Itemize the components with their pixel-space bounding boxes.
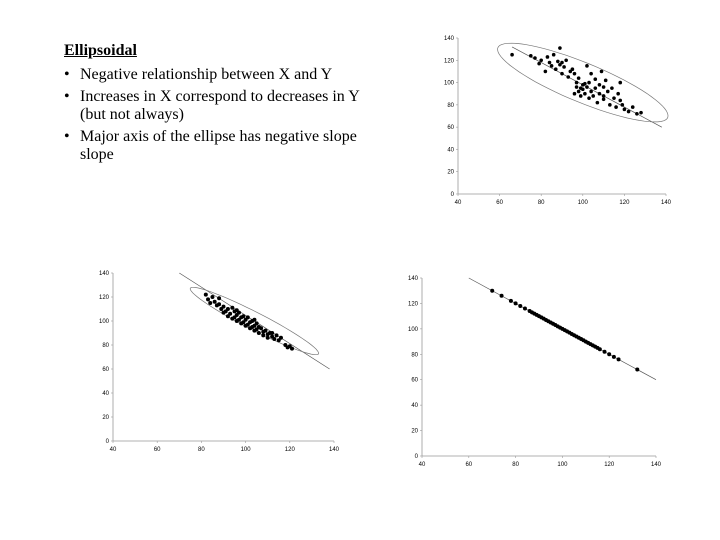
data-point	[546, 55, 550, 59]
data-point	[602, 85, 606, 89]
data-point	[226, 307, 230, 311]
scatter-plot-top-right	[425, 28, 675, 213]
data-point	[213, 300, 217, 304]
data-point	[579, 94, 583, 98]
data-point	[539, 58, 543, 62]
data-point	[598, 83, 602, 87]
y-tick-label: 100	[98, 319, 109, 325]
y-tick-label: 140	[407, 276, 418, 282]
data-point	[589, 90, 593, 94]
data-point	[290, 347, 294, 351]
data-point	[566, 75, 570, 79]
data-point	[510, 53, 514, 57]
data-point	[616, 92, 620, 96]
data-point	[610, 86, 614, 90]
data-point	[550, 64, 554, 68]
x-tick-label: 120	[604, 462, 615, 468]
y-tick-label: 80	[411, 352, 418, 359]
data-point	[591, 94, 595, 98]
data-point	[246, 315, 250, 319]
data-point	[558, 46, 562, 50]
data-point	[514, 301, 518, 305]
x-tick-label: 140	[660, 200, 672, 206]
scatter-plot-bottom-left	[86, 265, 346, 460]
data-point	[228, 312, 232, 316]
bullet-text-continuation: slope	[80, 146, 114, 163]
data-point	[272, 337, 276, 341]
data-point	[635, 368, 639, 372]
data-point	[204, 293, 208, 297]
bullet-item	[64, 66, 404, 84]
bullet-dot-icon: •	[64, 66, 70, 83]
data-point	[602, 97, 606, 101]
y-tick-label: 100	[443, 80, 454, 87]
x-tick-label: 140	[328, 447, 340, 453]
data-point	[263, 329, 267, 333]
data-point	[575, 85, 579, 89]
data-point	[589, 72, 593, 76]
x-tick-label: 40	[109, 447, 117, 453]
x-tick-label: 40	[418, 462, 426, 468]
data-point	[593, 77, 597, 81]
data-point	[261, 333, 265, 337]
data-point	[509, 299, 513, 303]
data-point	[571, 67, 575, 71]
x-tick-label: 80	[512, 462, 519, 468]
y-tick-label: 20	[447, 169, 454, 176]
data-point	[523, 307, 527, 311]
x-tick-label: 100	[577, 200, 588, 206]
data-point	[639, 111, 643, 115]
x-tick-label: 60	[465, 462, 473, 468]
data-point	[598, 92, 602, 96]
data-point	[635, 112, 639, 116]
data-point	[606, 90, 610, 94]
data-point	[612, 355, 616, 359]
data-point	[608, 103, 612, 107]
bullet-list	[64, 66, 404, 164]
y-tick-label: 120	[407, 301, 418, 308]
data-point	[577, 90, 581, 94]
bullet-text: Increases in X correspond to decreases in Y	[80, 88, 360, 105]
data-point	[593, 86, 597, 90]
data-point	[208, 301, 212, 305]
data-point	[537, 62, 541, 66]
data-point	[529, 54, 533, 58]
scatter-plot-bottom-right	[395, 270, 665, 475]
data-point	[617, 357, 621, 361]
x-tick-label: 100	[557, 462, 568, 468]
data-point	[252, 318, 256, 322]
data-point	[518, 304, 522, 308]
data-point	[585, 85, 589, 89]
data-point	[217, 302, 221, 306]
data-point	[600, 70, 604, 74]
data-point	[598, 347, 602, 351]
data-point	[564, 58, 568, 62]
y-tick-label: 0	[105, 439, 109, 445]
data-point	[560, 72, 564, 76]
data-point	[548, 61, 552, 65]
data-point	[235, 308, 239, 312]
x-tick-label: 80	[198, 447, 205, 453]
data-point	[560, 61, 564, 65]
data-point	[575, 81, 579, 85]
data-point	[583, 82, 587, 86]
x-tick-label: 60	[153, 447, 161, 453]
bullet-item	[64, 88, 404, 124]
y-tick-label: 140	[443, 36, 454, 42]
y-tick-label: 120	[98, 295, 109, 301]
data-point	[604, 79, 608, 83]
x-tick-label: 80	[537, 200, 545, 206]
y-tick-label: 0	[450, 192, 454, 198]
data-point	[241, 314, 245, 318]
y-tick-label: 20	[411, 428, 418, 435]
y-tick-label: 120	[443, 58, 454, 65]
data-point	[259, 326, 263, 330]
data-point	[562, 65, 566, 69]
data-point	[556, 60, 560, 64]
data-point	[621, 103, 625, 107]
y-tick-label: 140	[98, 271, 109, 277]
data-point	[206, 297, 210, 301]
data-point	[602, 94, 606, 98]
bullet-text: Major axis of the ellipse has negative slope	[80, 128, 357, 145]
data-point	[257, 331, 261, 335]
y-tick-label: 100	[407, 326, 418, 333]
data-point	[612, 96, 616, 100]
data-point	[533, 56, 537, 60]
y-tick-label: 40	[447, 147, 454, 154]
y-tick-label: 60	[411, 377, 418, 384]
data-point	[618, 99, 622, 103]
data-point	[230, 306, 234, 310]
data-point	[618, 81, 622, 85]
data-point	[577, 76, 581, 80]
data-point	[607, 352, 611, 356]
data-point	[581, 87, 585, 91]
bullet-text: Negative relationship between X and Y	[80, 66, 333, 83]
data-point	[573, 72, 577, 76]
x-tick-label: 120	[619, 200, 630, 206]
data-point	[603, 350, 607, 354]
data-point	[500, 294, 504, 298]
y-tick-label: 80	[102, 343, 109, 349]
data-point	[544, 70, 548, 74]
data-point	[490, 289, 494, 293]
data-point	[210, 295, 214, 299]
y-tick-label: 0	[414, 454, 418, 460]
data-point	[279, 336, 283, 340]
x-tick-label: 140	[650, 462, 662, 468]
x-tick-label: 40	[454, 200, 462, 206]
data-point	[614, 105, 618, 109]
y-tick-label: 80	[447, 102, 454, 109]
text-block	[64, 42, 404, 168]
bullet-item	[64, 128, 404, 164]
y-tick-label: 40	[102, 391, 109, 397]
data-point	[275, 333, 279, 337]
data-point	[266, 336, 270, 340]
y-tick-label: 60	[447, 125, 454, 132]
data-point	[583, 92, 587, 96]
data-point	[255, 321, 259, 325]
data-point	[552, 53, 556, 57]
x-tick-label: 120	[284, 447, 295, 453]
data-point	[587, 96, 591, 100]
bullet-text-continuation: (but not always)	[80, 106, 184, 123]
data-point	[623, 108, 627, 112]
data-point	[270, 331, 274, 335]
y-tick-label: 20	[102, 415, 109, 421]
x-tick-label: 60	[496, 200, 503, 206]
data-point	[585, 64, 589, 68]
y-tick-label: 40	[411, 403, 418, 410]
bullet-dot-icon: •	[64, 88, 70, 105]
data-point	[587, 81, 591, 85]
data-point	[596, 101, 600, 105]
confidence-ellipse	[498, 43, 668, 122]
data-point	[554, 67, 558, 71]
data-point	[222, 305, 226, 309]
bullet-dot-icon: •	[64, 128, 70, 145]
y-tick-label: 60	[102, 367, 109, 373]
data-point	[627, 110, 631, 114]
data-point	[631, 105, 635, 109]
x-tick-label: 100	[240, 447, 251, 453]
slide-heading: Ellipsoidal	[64, 42, 137, 59]
data-point	[573, 92, 577, 96]
data-point	[217, 296, 221, 300]
